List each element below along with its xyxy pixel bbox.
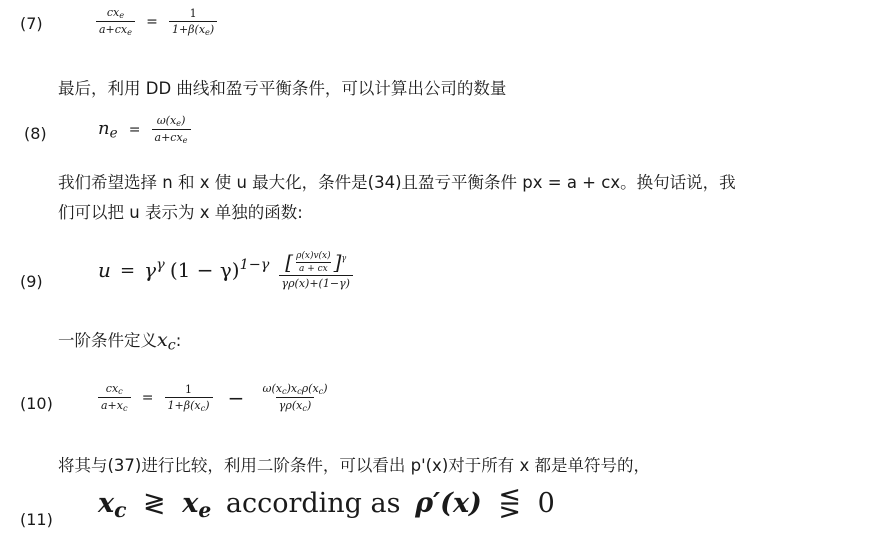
eq10-rhs1-fraction: $\frac{1}{1+\beta(x_c)}$ [165,383,213,413]
equation-9: $u = \gamma^\gamma$ $(1 - \gamma)^{1-\gamma}$ [ $\frac{\rho(x)v(x)}{a + cx}$ ]$^\gamma$ γρ(x)+(1−γ) [98,250,353,290]
paragraph-first-order: 一阶条件定义$x_c$: [58,329,182,354]
equation-number-9: (9) [20,272,43,291]
eq9-inner-fraction: $\frac{\rho(x)v(x)}{a + cx}$ [296,250,331,274]
paragraph-maximize-u-line1: 我们希望选择 n 和 x 使 u 最大化，条件是(34)且盈亏平衡条件 px = a + cx。换句话说，我 [58,173,736,192]
paragraph-second-order: 将其与(37)进行比较，利用二阶条件，可以看出 p'(x)对于所有 x 都是单符号的， [58,456,651,475]
equation-7: $\frac{cx_e}{a+cx_e}$ = $\frac{1}{1+\beta(x_e)}$ [96,6,217,37]
equation-number-7: (7) [20,14,43,33]
eq10-lhs-fraction: $\frac{cx_c}{a+x_c}$ [98,382,131,413]
equation-8: $n_e$ = $\frac{\omega(x_e)}{a+cx_e}$ [98,114,191,145]
eq9-main-fraction: [ $\frac{\rho(x)v(x)}{a + cx}$ ]$^\gamma$ γρ(x)+(1−γ) [279,250,353,290]
equation-number-10: (10) [20,394,53,413]
eq7-lhs-fraction: $\frac{cx_e}{a+cx_e}$ [96,6,135,37]
eq8-fraction: $\frac{\omega(x_e)}{a+cx_e}$ [152,114,191,145]
equation-11: $x_c$ ≷ $x_e$ according as ρ′(x) ⋚ 0 [98,488,555,523]
equation-number-8: (8) [24,124,47,143]
equation-number-11: (11) [20,510,53,529]
equation-10: $\frac{cx_c}{a+x_c}$ = $\frac{1}{1+\beta(x_c)}$ − $\frac{\omega(x_c)x_c\rho(x_c)}{\gamma\rho(x_c)}$ [98,382,331,413]
eq7-rhs-fraction: $\frac{1}{1+\beta(x_e)}$ [169,7,217,37]
paragraph-dd-curve: 最后，利用 DD 曲线和盈亏平衡条件，可以计算出公司的数量 [58,79,507,98]
paragraph-maximize-u-line2: 们可以把 u 表示为 x 单独的函数: [58,203,303,222]
eq10-rhs2-fraction: $\frac{\omega(x_c)x_c\rho(x_c)}{\gamma\rho(x_c)}$ [262,382,328,414]
